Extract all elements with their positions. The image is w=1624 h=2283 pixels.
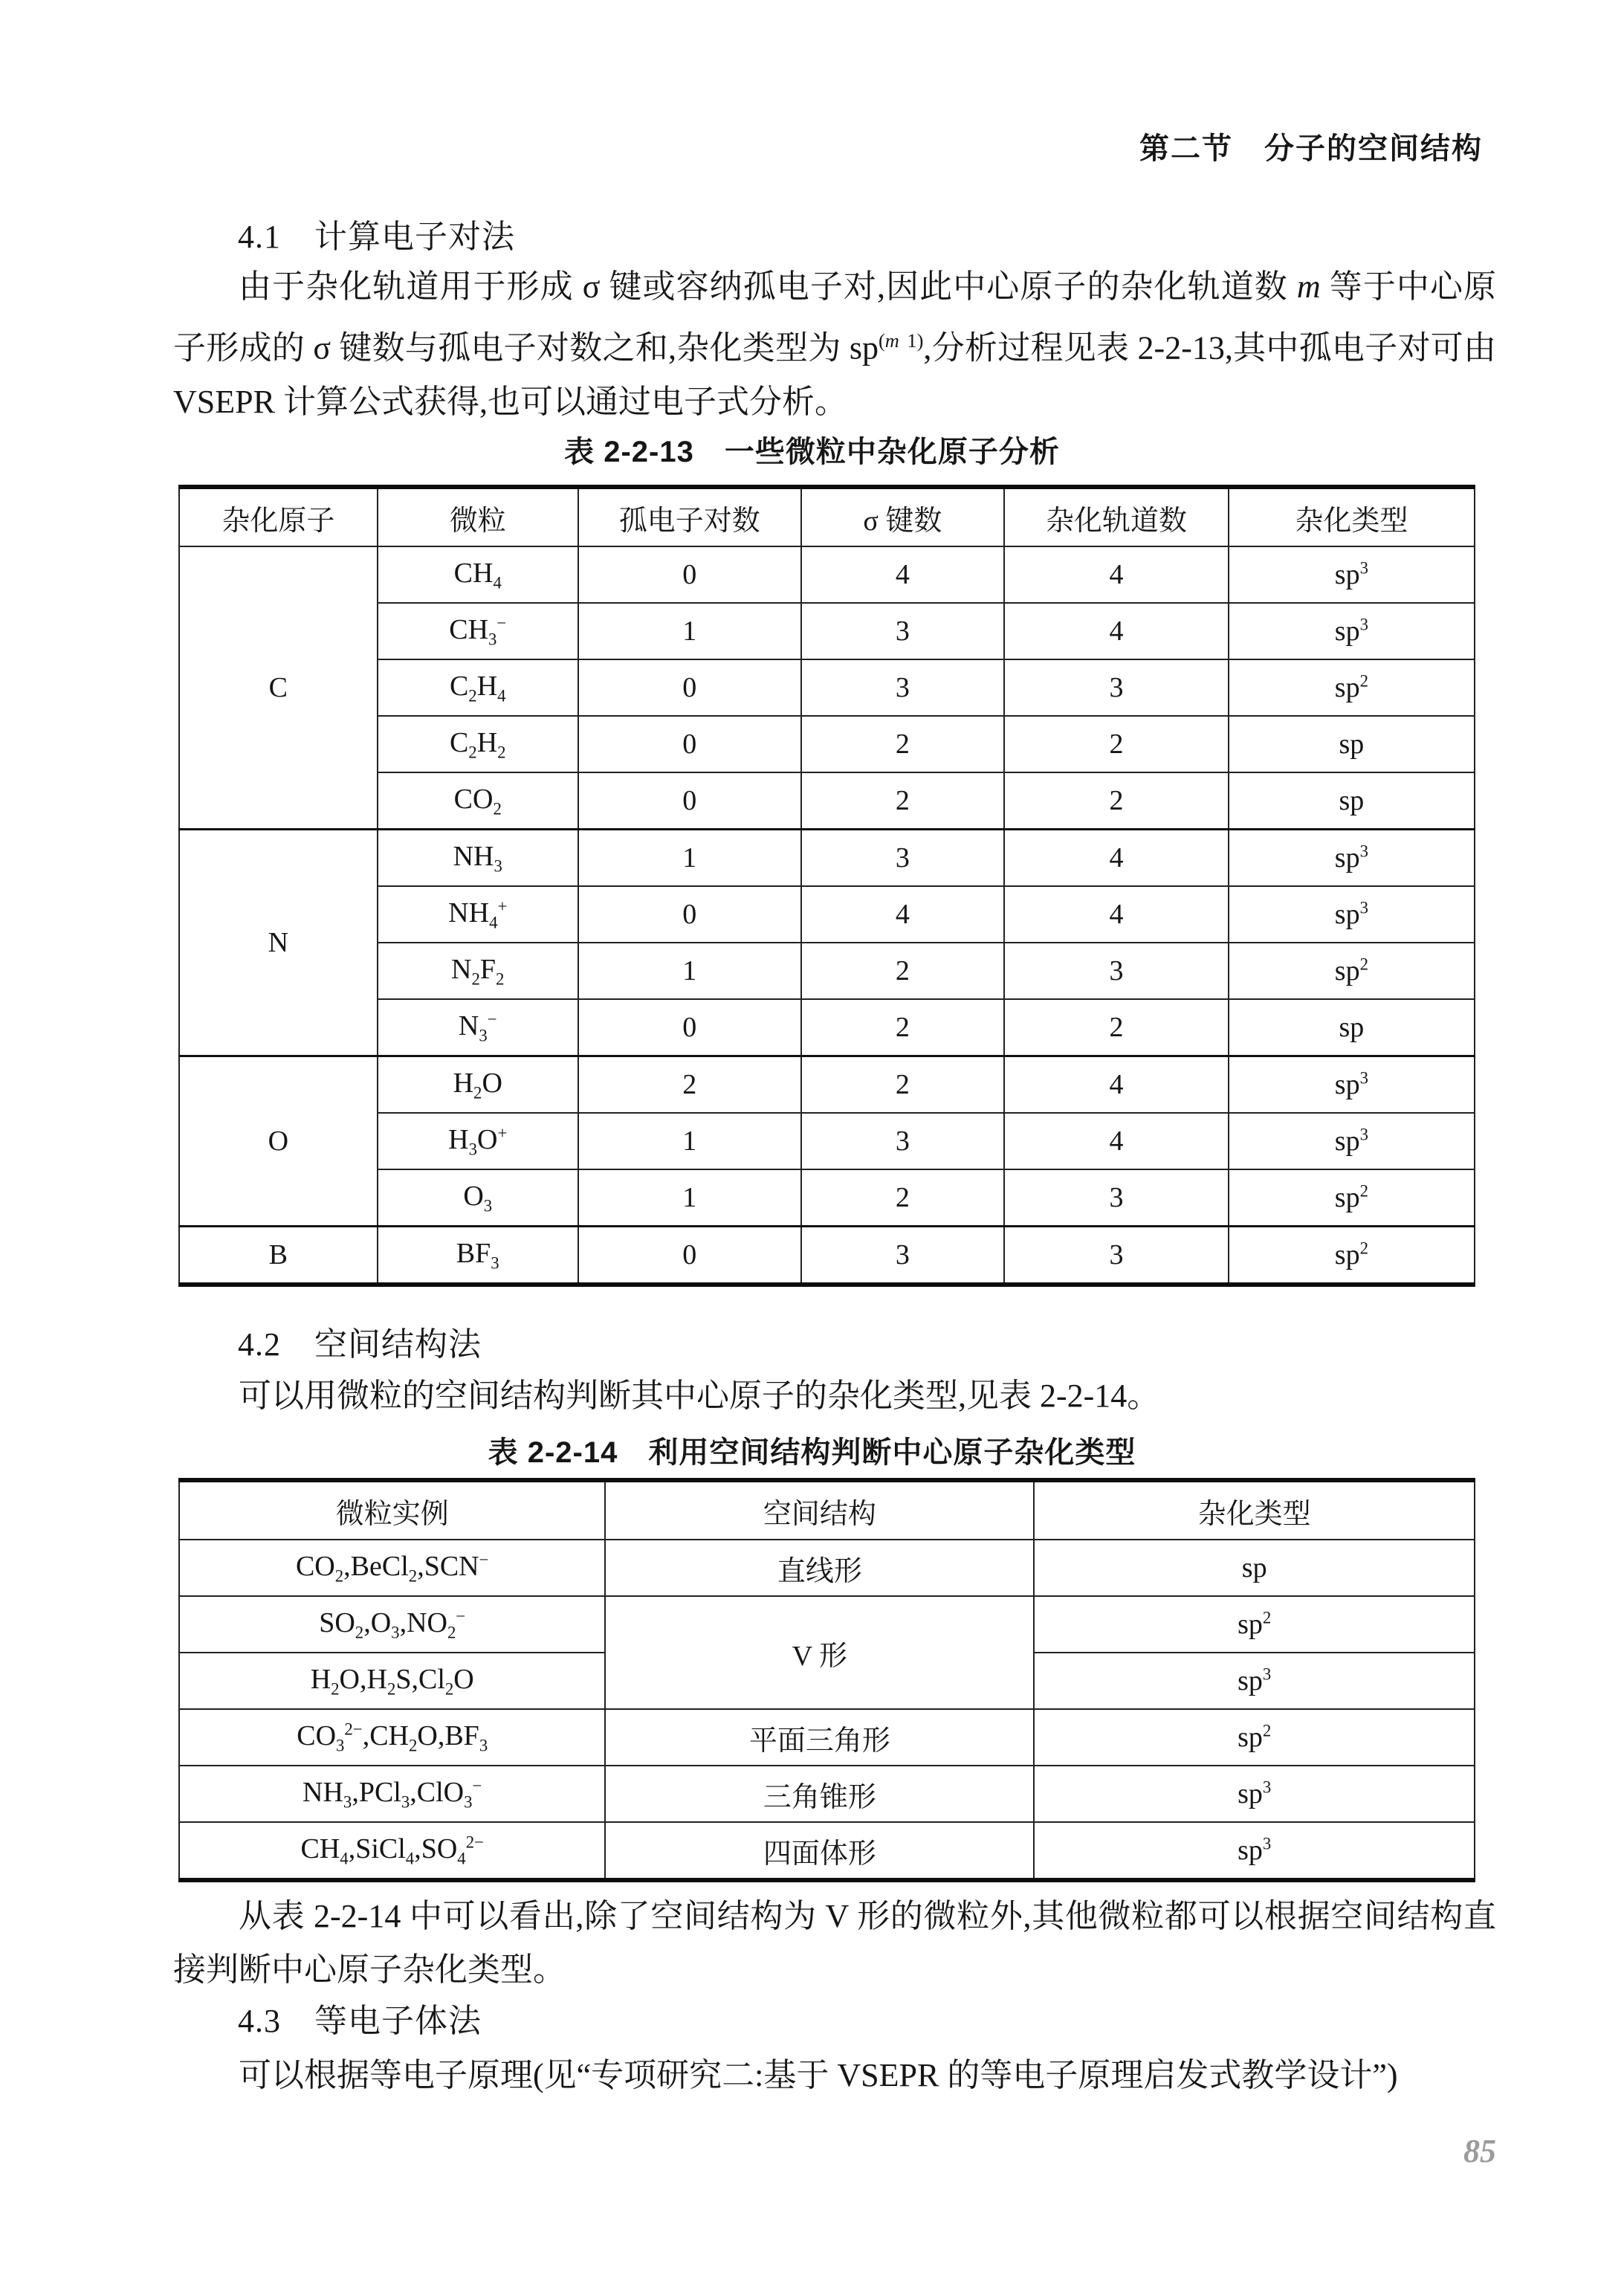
formula-cell: $CH_4,SiCl_4,SO_4^{2-}$ <box>179 1822 605 1880</box>
value-cell: $sp^3$ <box>1034 1822 1475 1880</box>
column-header: 杂化类型 <box>1229 487 1475 546</box>
formula-cell: $CO_2,BeCl_2,SCN^-$ <box>179 1540 605 1596</box>
formula-cell: $CH_4$ <box>378 546 578 603</box>
value-cell: 4 <box>1004 1113 1229 1169</box>
table-2-2-14-title: 表 2-2-14 利用空间结构判断中心原子杂化类型 <box>488 1436 1136 1469</box>
hybridization-analysis-table <box>178 485 1475 1287</box>
value-cell: 4 <box>801 886 1005 943</box>
value-cell: 3 <box>801 1227 1005 1285</box>
value-cell: 1 <box>578 943 801 999</box>
value-cell: $sp^3$ <box>1229 886 1475 943</box>
formula-cell: $CH_3^-$ <box>378 603 578 659</box>
value-cell: 3 <box>801 1113 1005 1169</box>
column-header: σ 键数 <box>801 487 1005 546</box>
value-cell: $sp^2$ <box>1229 1169 1475 1227</box>
column-header: 杂化轨道数 <box>1004 487 1229 546</box>
column-header: 空间结构 <box>605 1480 1034 1540</box>
formula-cell: $C_2H_2$ <box>378 716 578 772</box>
heading-4-3: 4.3 等电子体法 <box>238 2003 482 2039</box>
value-cell: V 形 <box>605 1596 1034 1709</box>
value-cell: 2 <box>801 772 1005 830</box>
table-row <box>179 1227 1475 1285</box>
header-row <box>179 487 1475 546</box>
formula-cell: $NH_3$ <box>378 830 578 887</box>
page-number: 85 <box>1463 2133 1496 2169</box>
value-cell: $sp^2$ <box>1034 1709 1475 1766</box>
formula-cell: $H_2O$ <box>378 1056 578 1114</box>
formula-cell: $SO_2,O_3,NO_2^-$ <box>179 1596 605 1653</box>
value-cell: 0 <box>578 886 801 943</box>
value-cell: $sp^3$ <box>1229 546 1475 603</box>
value-cell: 2 <box>801 999 1005 1056</box>
value-cell: 4 <box>1004 886 1229 943</box>
column-header: 微粒 <box>378 487 578 546</box>
value-cell: 2 <box>801 1169 1005 1227</box>
value-cell: sp <box>1229 999 1475 1056</box>
value-cell: sp <box>1034 1540 1475 1596</box>
value-cell: $sp^3$ <box>1229 1056 1475 1114</box>
value-cell: sp <box>1229 716 1475 772</box>
value-cell: $sp^3$ <box>1229 603 1475 659</box>
value-cell: 3 <box>1004 659 1229 716</box>
value-cell: 直线形 <box>605 1540 1034 1596</box>
value-cell: 2 <box>578 1056 801 1114</box>
formula-cell: $C_2H_4$ <box>378 659 578 716</box>
value-cell: 3 <box>801 830 1005 887</box>
value-cell: $sp^2$ <box>1229 1227 1475 1285</box>
formula-cell: $H_2O,H_2S,Cl_2O$ <box>179 1653 605 1709</box>
header-row <box>179 1480 1475 1540</box>
value-cell: 0 <box>578 1227 801 1285</box>
column-header: 微粒实例 <box>179 1480 605 1540</box>
table-row <box>179 1056 1475 1114</box>
column-header: 杂化原子 <box>179 487 378 546</box>
table-2-2-13-title: 表 2-2-13 一些微粒中杂化原子分析 <box>564 436 1060 468</box>
atom-cell: B <box>179 1227 378 1285</box>
formula-cell: $BF_3$ <box>378 1227 578 1285</box>
formula-cell: $CO_2$ <box>378 772 578 830</box>
value-cell: 2 <box>801 1056 1005 1114</box>
formula-cell: $N_3^-$ <box>378 999 578 1056</box>
formula-cell: $O_3$ <box>378 1169 578 1227</box>
column-header: 孤电子对数 <box>578 487 801 546</box>
formula-cell: $H_3O^+$ <box>378 1113 578 1169</box>
value-cell: 三角锥形 <box>605 1766 1034 1822</box>
atom-cell: N <box>179 830 378 1056</box>
value-cell: 3 <box>1004 1227 1229 1285</box>
value-cell: 0 <box>578 546 801 603</box>
value-cell: 平面三角形 <box>605 1709 1034 1766</box>
atom-cell: C <box>179 546 378 830</box>
value-cell: 4 <box>801 546 1005 603</box>
value-cell: $sp^2$ <box>1229 943 1475 999</box>
value-cell: 0 <box>578 999 801 1056</box>
value-cell: 4 <box>1004 1056 1229 1114</box>
value-cell: 1 <box>578 1113 801 1169</box>
formula-cell: $NH_3,PCl_3,ClO_3^-$ <box>179 1766 605 1822</box>
value-cell: 4 <box>1004 830 1229 887</box>
structure-judgment-table <box>178 1478 1475 1882</box>
value-cell: 2 <box>801 716 1005 772</box>
table-row <box>179 1596 1475 1653</box>
value-cell: 2 <box>1004 999 1229 1056</box>
value-cell: 1 <box>578 603 801 659</box>
table-row <box>179 1540 1475 1596</box>
atom-cell: O <box>179 1056 378 1227</box>
value-cell: 3 <box>1004 1169 1229 1227</box>
value-cell: $sp^3$ <box>1034 1766 1475 1822</box>
table-row <box>179 830 1475 887</box>
table-row <box>179 1766 1475 1822</box>
value-cell: 4 <box>1004 603 1229 659</box>
heading-4-1: 4.1 计算电子对法 <box>238 219 515 255</box>
value-cell: 1 <box>578 1169 801 1227</box>
formula-cell: $CO_3^{2-},CH_2O,BF_3$ <box>179 1709 605 1766</box>
value-cell: 2 <box>1004 772 1229 830</box>
value-cell: 3 <box>801 659 1005 716</box>
table-row <box>179 546 1475 603</box>
value-cell: 3 <box>1004 943 1229 999</box>
value-cell: sp <box>1229 772 1475 830</box>
table-row <box>179 1822 1475 1880</box>
value-cell: 0 <box>578 659 801 716</box>
formula-cell: $N_2F_2$ <box>378 943 578 999</box>
column-header: 杂化类型 <box>1034 1480 1475 1540</box>
value-cell: 2 <box>801 943 1005 999</box>
value-cell: 0 <box>578 772 801 830</box>
paragraph-4-3: 可以根据等电子原理(见“专项研究二:基于 VSEPR 的等电子原理启发式教学设计”) <box>239 2057 1398 2093</box>
value-cell: $sp^2$ <box>1034 1596 1475 1653</box>
value-cell: 1 <box>578 830 801 887</box>
value-cell: 4 <box>1004 546 1229 603</box>
value-cell: 0 <box>578 716 801 772</box>
value-cell: $sp^3$ <box>1229 1113 1475 1169</box>
value-cell: 3 <box>801 603 1005 659</box>
value-cell: $sp^2$ <box>1229 659 1475 716</box>
running-header: 第二节 分子的空间结构 <box>1139 132 1483 165</box>
value-cell: 2 <box>1004 716 1229 772</box>
formula-cell: $NH_4^+$ <box>378 886 578 943</box>
table-row <box>179 1709 1475 1766</box>
value-cell: 四面体形 <box>605 1822 1034 1880</box>
heading-4-2: 4.2 空间结构法 <box>238 1326 482 1363</box>
paragraph-4-1: 由于杂化轨道用于形成 σ 键或容纳孤电子对,因此中心原子的杂化轨道数 m 等于中心原子形成的 σ 键数与孤电子对数之和,杂化类型为 $sp^{(m 1)}$,分析过程见表 2-2-13,其中孤电子对可由 VSEPR 计算公式获得,也可以通过电子式分析。 <box>173 268 1497 420</box>
value-cell: $sp^3$ <box>1229 830 1475 887</box>
value-cell: $sp^3$ <box>1034 1653 1475 1709</box>
closing-paragraph: 从表 2-2-14 中可以看出,除了空间结构为 V 形的微粒外,其他微粒都可以根据空间结构直接判断中心原子杂化类型。 <box>173 1898 1496 1988</box>
paragraph-4-2: 可以用微粒的空间结构判断其中心原子的杂化类型,见表 2-2-14。 <box>239 1378 1160 1414</box>
